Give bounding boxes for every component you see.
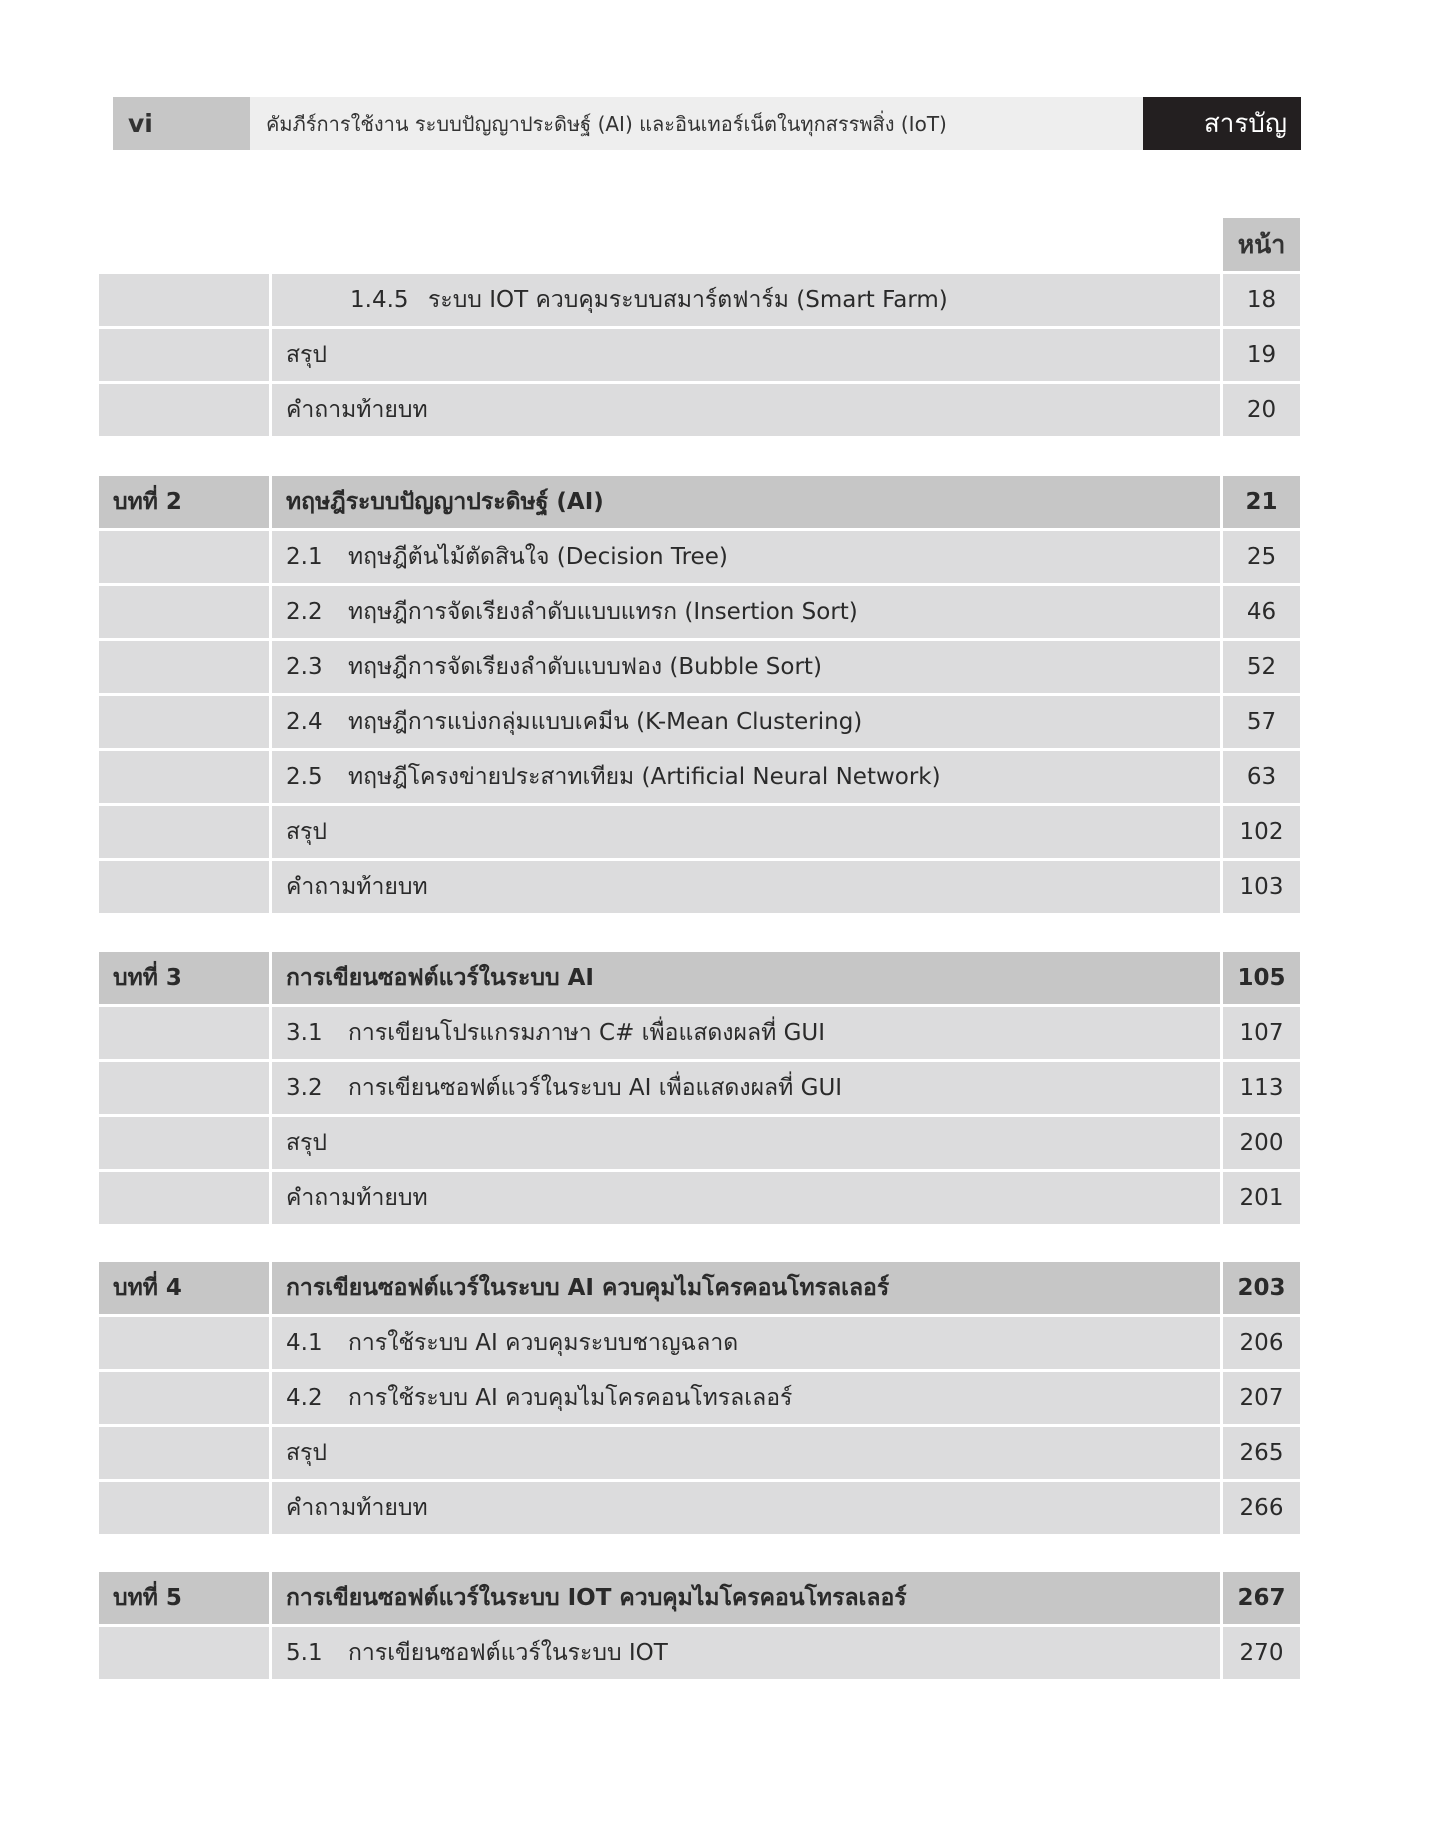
section-title: ระบบ IOT ควบคุมระบบสมาร์ตฟาร์ม (Smart Farm) <box>428 287 948 313</box>
toc-row <box>99 274 1300 326</box>
section-number: 3.1 <box>286 1020 323 1046</box>
section-number: 2.3 <box>286 654 323 680</box>
chapter-cell <box>99 1172 269 1224</box>
section-number: 2.1 <box>286 544 323 570</box>
toc-row <box>99 861 1300 913</box>
title-cell <box>272 586 1220 638</box>
chapter-title: การเขียนซอฟต์แวร์ในระบบ AI ควบคุมไมโครคอนโทรลเลอร์ <box>286 1275 890 1301</box>
toc-row <box>99 1427 1300 1479</box>
chapter-cell <box>99 1117 269 1169</box>
toc-row <box>99 1627 1300 1679</box>
section-number: 5.1 <box>286 1640 323 1666</box>
page-cell: 207 <box>1223 1372 1300 1424</box>
section-title: การใช้ระบบ AI ควบคุมระบบชาญฉลาด <box>348 1330 739 1356</box>
page-cell: 18 <box>1223 274 1300 326</box>
chapter-cell <box>99 641 269 693</box>
toc-row <box>99 696 1300 748</box>
page-cell: 265 <box>1223 1427 1300 1479</box>
toc-block <box>99 476 1300 916</box>
chapter-cell: บทที่ 5 <box>99 1572 269 1624</box>
section-number: 4.1 <box>286 1330 323 1356</box>
page-cell: 107 <box>1223 1007 1300 1059</box>
toc-row <box>99 641 1300 693</box>
toc-row <box>99 806 1300 858</box>
chapter-cell <box>99 531 269 583</box>
chapter-title: ทฤษฎีระบบปัญญาประดิษฐ์ (AI) <box>286 489 604 515</box>
chapter-cell <box>99 1427 269 1479</box>
page-cell: 200 <box>1223 1117 1300 1169</box>
toc-row <box>99 1482 1300 1534</box>
section-title: ทฤษฎีการจัดเรียงลำดับแบบแทรก (Insertion Sort) <box>348 599 858 625</box>
title-cell <box>272 1007 1220 1059</box>
page-cell: 103 <box>1223 861 1300 913</box>
section-title: สรุป <box>286 1130 327 1156</box>
chapter-cell <box>99 806 269 858</box>
chapter-title: การเขียนซอฟต์แวร์ในระบบ IOT ควบคุมไมโครคอนโทรลเลอร์ <box>286 1585 907 1611</box>
title-cell <box>272 531 1220 583</box>
toc-row <box>99 1172 1300 1224</box>
chapter-cell: บทที่ 2 <box>99 476 269 528</box>
chapter-cell <box>99 1317 269 1369</box>
chapter-cell <box>99 1627 269 1679</box>
page-cell: 203 <box>1223 1262 1300 1314</box>
page-cell: 63 <box>1223 751 1300 803</box>
section-title: ทฤษฎีการจัดเรียงลำดับแบบฟอง (Bubble Sort) <box>348 654 822 680</box>
page-cell: 52 <box>1223 641 1300 693</box>
chapter-cell: บทที่ 3 <box>99 952 269 1004</box>
toc-block <box>99 1572 1300 1682</box>
chapter-cell <box>99 274 269 326</box>
section-number: 4.2 <box>286 1385 323 1411</box>
section-title: สรุป <box>286 342 327 368</box>
title-cell <box>272 1317 1220 1369</box>
toc-row <box>99 329 1300 381</box>
section-number: 2.5 <box>286 764 323 790</box>
page-cell: 113 <box>1223 1062 1300 1114</box>
page-column-header: หน้า <box>1223 218 1300 271</box>
toc-row <box>99 1372 1300 1424</box>
page-cell: 266 <box>1223 1482 1300 1534</box>
title-cell <box>272 696 1220 748</box>
section-title: สรุป <box>286 1440 327 1466</box>
chapter-cell <box>99 1372 269 1424</box>
title-cell <box>272 1062 1220 1114</box>
title-cell <box>272 274 1220 326</box>
title-cell <box>272 1627 1220 1679</box>
section-title: ทฤษฎีการแบ่งกลุ่มแบบเคมีน (K-Mean Clustering) <box>348 709 863 735</box>
page-cell: 25 <box>1223 531 1300 583</box>
title-cell <box>272 952 1220 1004</box>
page-cell: 206 <box>1223 1317 1300 1369</box>
title-cell <box>272 1117 1220 1169</box>
section-title: สรุป <box>286 819 327 845</box>
title-cell <box>272 751 1220 803</box>
page-cell: 102 <box>1223 806 1300 858</box>
section-number: 1.4.5 <box>350 287 409 313</box>
section-title: ทฤษฎีโครงข่ายประสาทเทียม (Artificial Neural Network) <box>348 764 941 790</box>
page-cell: 57 <box>1223 696 1300 748</box>
toc-block <box>99 1262 1300 1537</box>
section-number: 2.4 <box>286 709 323 735</box>
toc-block <box>99 952 1300 1227</box>
toc-row <box>99 586 1300 638</box>
page-cell: 105 <box>1223 952 1300 1004</box>
chapter-cell <box>99 384 269 436</box>
title-cell <box>272 1372 1220 1424</box>
page-number: vi <box>113 97 250 150</box>
page-cell: 21 <box>1223 476 1300 528</box>
chapter-cell <box>99 1007 269 1059</box>
section-title: การเขียนซอฟต์แวร์ในระบบ IOT <box>348 1640 668 1666</box>
page-cell: 267 <box>1223 1572 1300 1624</box>
chapter-row <box>99 1572 1300 1624</box>
section-title: การใช้ระบบ AI ควบคุมไมโครคอนโทรลเลอร์ <box>348 1385 793 1411</box>
title-cell <box>272 329 1220 381</box>
section-title: การเขียนซอฟต์แวร์ในระบบ AI เพื่อแสดงผลที่ GUI <box>348 1075 843 1101</box>
page-cell: 201 <box>1223 1172 1300 1224</box>
title-cell <box>272 861 1220 913</box>
page-cell: 270 <box>1223 1627 1300 1679</box>
chapter-cell: บทที่ 4 <box>99 1262 269 1314</box>
toc-row <box>99 1007 1300 1059</box>
section-number: 3.2 <box>286 1075 323 1101</box>
toc-row <box>99 1117 1300 1169</box>
toc-row <box>99 531 1300 583</box>
title-cell <box>272 806 1220 858</box>
toc-row <box>99 1317 1300 1369</box>
section-title: คำถามท้ายบท <box>286 1185 428 1211</box>
toc-row <box>99 751 1300 803</box>
chapter-row <box>99 476 1300 528</box>
section-title: คำถามท้ายบท <box>286 397 428 423</box>
chapter-cell <box>99 1482 269 1534</box>
section-number: 2.2 <box>286 599 323 625</box>
title-cell <box>272 384 1220 436</box>
chapter-cell <box>99 696 269 748</box>
section-title: คำถามท้ายบท <box>286 1495 428 1521</box>
title-cell <box>272 1262 1220 1314</box>
section-title: คำถามท้ายบท <box>286 874 428 900</box>
chapter-title: การเขียนซอฟต์แวร์ในระบบ AI <box>286 965 594 991</box>
title-cell <box>272 1172 1220 1224</box>
title-cell <box>272 1482 1220 1534</box>
section-title: การเขียนโปรแกรมภาษา C# เพื่อแสดงผลที่ GUI <box>348 1020 826 1046</box>
page-cell: 46 <box>1223 586 1300 638</box>
title-cell <box>272 476 1220 528</box>
chapter-cell <box>99 586 269 638</box>
chapter-row <box>99 1262 1300 1314</box>
section-label: สารบัญ <box>1143 97 1301 150</box>
title-cell <box>272 1427 1220 1479</box>
title-cell <box>272 1572 1220 1624</box>
chapter-row <box>99 952 1300 1004</box>
page-cell: 19 <box>1223 329 1300 381</box>
running-header <box>113 97 1301 150</box>
page-cell: 20 <box>1223 384 1300 436</box>
chapter-cell <box>99 751 269 803</box>
toc-row <box>99 384 1300 436</box>
chapter-cell <box>99 1062 269 1114</box>
chapter-cell <box>99 329 269 381</box>
section-title: ทฤษฎีต้นไม้ตัดสินใจ (Decision Tree) <box>348 544 728 570</box>
chapter-cell <box>99 861 269 913</box>
toc-row <box>99 1062 1300 1114</box>
book-title: คัมภีร์การใช้งาน ระบบปัญญาประดิษฐ์ (AI) และอินเทอร์เน็ตในทุกสรรพสิ่ง (IoT) <box>266 111 947 136</box>
toc-block <box>99 274 1300 439</box>
title-cell <box>272 641 1220 693</box>
